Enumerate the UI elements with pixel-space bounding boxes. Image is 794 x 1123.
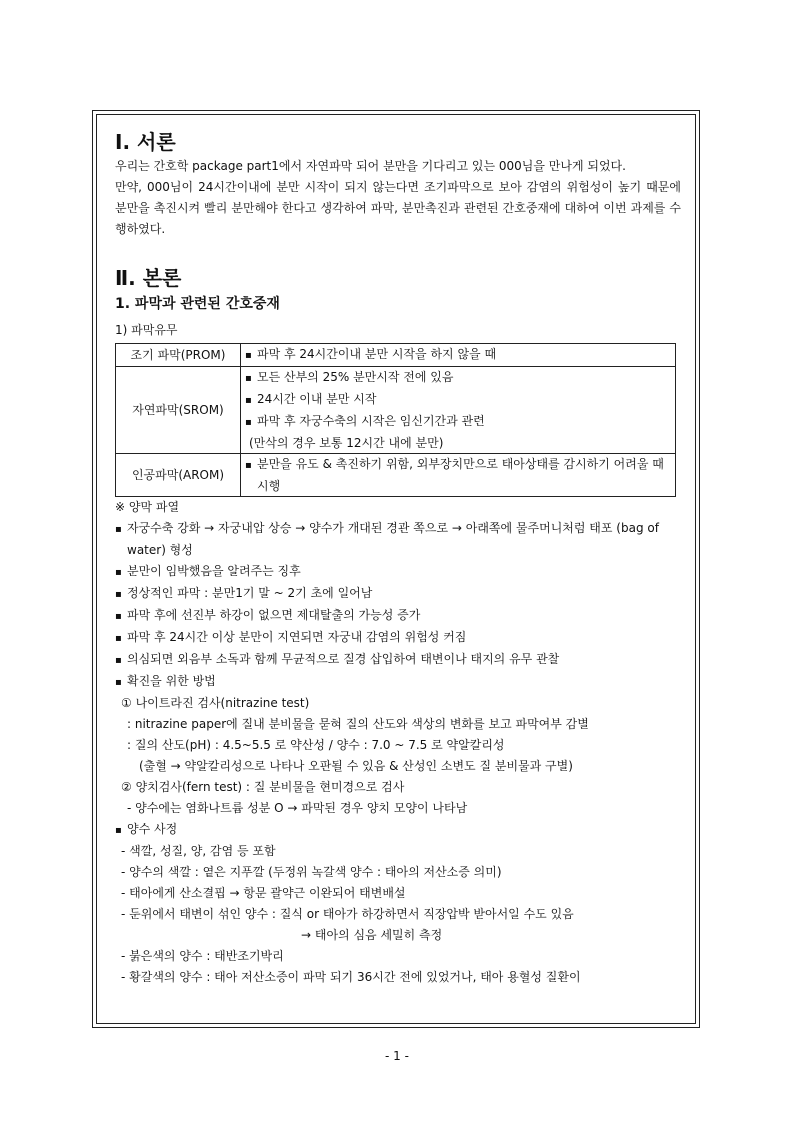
list-item: ▪ 의심되면 외음부 소독과 함께 무균적으로 질경 삽입하여 태변이나 태지의 유무 관찰 xyxy=(115,649,681,671)
method-nitrazine: ① 나이트라진 검사(nitrazine test) xyxy=(121,696,310,710)
section-2-subtitle: 1. 파막과 관련된 간호중재 xyxy=(115,296,280,312)
amniotic-detail: - 둔위에서 태변이 섞인 양수 : 질식 or 태아가 하강하면서 직장압박 받아서일 수도 있음 xyxy=(121,907,574,921)
table-label: 조기 파막(PROM) xyxy=(116,344,241,367)
bullet-list xyxy=(115,518,681,693)
amniotic-detail: - 붉은색의 양수 : 태반조기박리 xyxy=(121,949,284,963)
table-cell xyxy=(241,344,676,367)
page-number: - 1 - xyxy=(385,1049,409,1063)
note-title: ※ 양막 파열 xyxy=(115,500,180,514)
table-bullet: ▪ 파막 후 24시간이내 분만 시작을 하지 않을 때 xyxy=(245,344,671,366)
rupture-type-table xyxy=(115,343,676,497)
amniotic-arrow-note: → 태아의 심음 세밀히 측정 xyxy=(301,928,443,942)
method-detail: : nitrazine paper에 질내 분비물을 묻혀 질의 산도와 색상의 변화를 보고 파막여부 감별 xyxy=(127,717,589,731)
table-label: 자연파막(SROM) xyxy=(116,367,241,454)
table-cell xyxy=(241,454,676,497)
amniotic-detail: - 태아에게 산소결핍 → 항문 괄약근 이완되어 태변배설 xyxy=(121,886,406,900)
method-detail: : 질의 산도(pH) : 4.5~5.5 로 약산성 / 양수 : 7.0 ~ 7.5 로 약알칼리성 xyxy=(127,738,505,752)
list-item: ▪ 정상적인 파막 : 분만1기 말 ~ 2기 초에 일어남 xyxy=(115,583,681,605)
amniotic-detail: - 양수의 색깔 : 옅은 지푸깔 (두정위 녹갈색 양수 : 태아의 저산소증 의미) xyxy=(121,865,502,879)
method-fern: ② 양치검사(fern test) : 질 분비물을 현미경으로 검사 xyxy=(121,780,405,794)
amniotic-detail: - 색깔, 성질, 양, 감염 등 포함 xyxy=(121,844,276,858)
list-item: ▪ 파막 후 24시간 이상 분만이 지연되면 자궁내 감염의 위험성 커짐 xyxy=(115,627,681,649)
table-note: (만삭의 경우 보통 12시간 내에 분만) xyxy=(249,436,444,450)
table-bullet: ▪ 분만을 유도 & 촉진하기 위함, 외부장치만으로 태아상태를 감시하기 어려울 때 시행 xyxy=(245,454,671,496)
intro-paragraph-1: 우리는 간호학 package part1에서 자연파막 되어 분만을 기다리고 있는 000님을 만나게 되었다. xyxy=(115,159,626,173)
table-cell xyxy=(241,367,676,454)
section-1-title: Ⅰ. 서론 xyxy=(115,130,176,154)
list-item: ▪ 자궁수축 강화 → 자궁내압 상승 → 양수가 개대된 경관 쪽으로 → 아래쪽에 물주머니처럼 태포 (bag of water) 형성 xyxy=(115,518,681,561)
table-bullet: ▪ 파막 후 자궁수축의 시작은 임신기간과 관련 xyxy=(245,411,671,433)
section-2-title: Ⅱ. 본론 xyxy=(115,266,182,290)
table-row xyxy=(116,344,676,367)
subsection-heading: 1) 파막유무 xyxy=(115,323,178,337)
document-body xyxy=(115,128,681,988)
table-label: 인공파막(AROM) xyxy=(116,454,241,497)
list-item: ▪ 분만이 임박했음을 알려주는 징후 xyxy=(115,561,681,583)
table-bullet: ▪ 모든 산부의 25% 분만시작 전에 있음 xyxy=(245,367,671,389)
table-row xyxy=(116,367,676,454)
list-item: ▪ 파막 후에 선진부 하강이 없으면 제대탈출의 가능성 증가 xyxy=(115,605,681,627)
table-row xyxy=(116,454,676,497)
list-item: ▪ 양수 사정 xyxy=(115,819,681,841)
table-bullet: ▪ 24시간 이내 분만 시작 xyxy=(245,389,671,411)
list-item: ▪ 확진을 위한 방법 xyxy=(115,671,681,693)
amniotic-detail: - 황갈색의 양수 : 태아 저산소증이 파막 되기 36시간 전에 있었거나, 태아 용혈성 질환이 xyxy=(121,970,581,984)
method-detail: (출혈 → 약알칼리성으로 나타나 오판될 수 있음 & 산성인 소변도 질 분비물과 구별) xyxy=(139,759,573,773)
intro-paragraph-2: 만약, 000님이 24시간이내에 분만 시작이 되지 않는다면 조기파막으로 보아 감염의 위험성이 높기 때문에 분만을 촉진시켜 빨리 분만해야 한다고 생각하여 파막, 분만촉진과 관련된 간호중재에 대하여 이번 과제를 수행하였다. xyxy=(115,180,681,236)
method-detail: - 양수에는 염화나트륨 성분 O → 파막된 경우 양치 모양이 나타남 xyxy=(127,801,468,815)
